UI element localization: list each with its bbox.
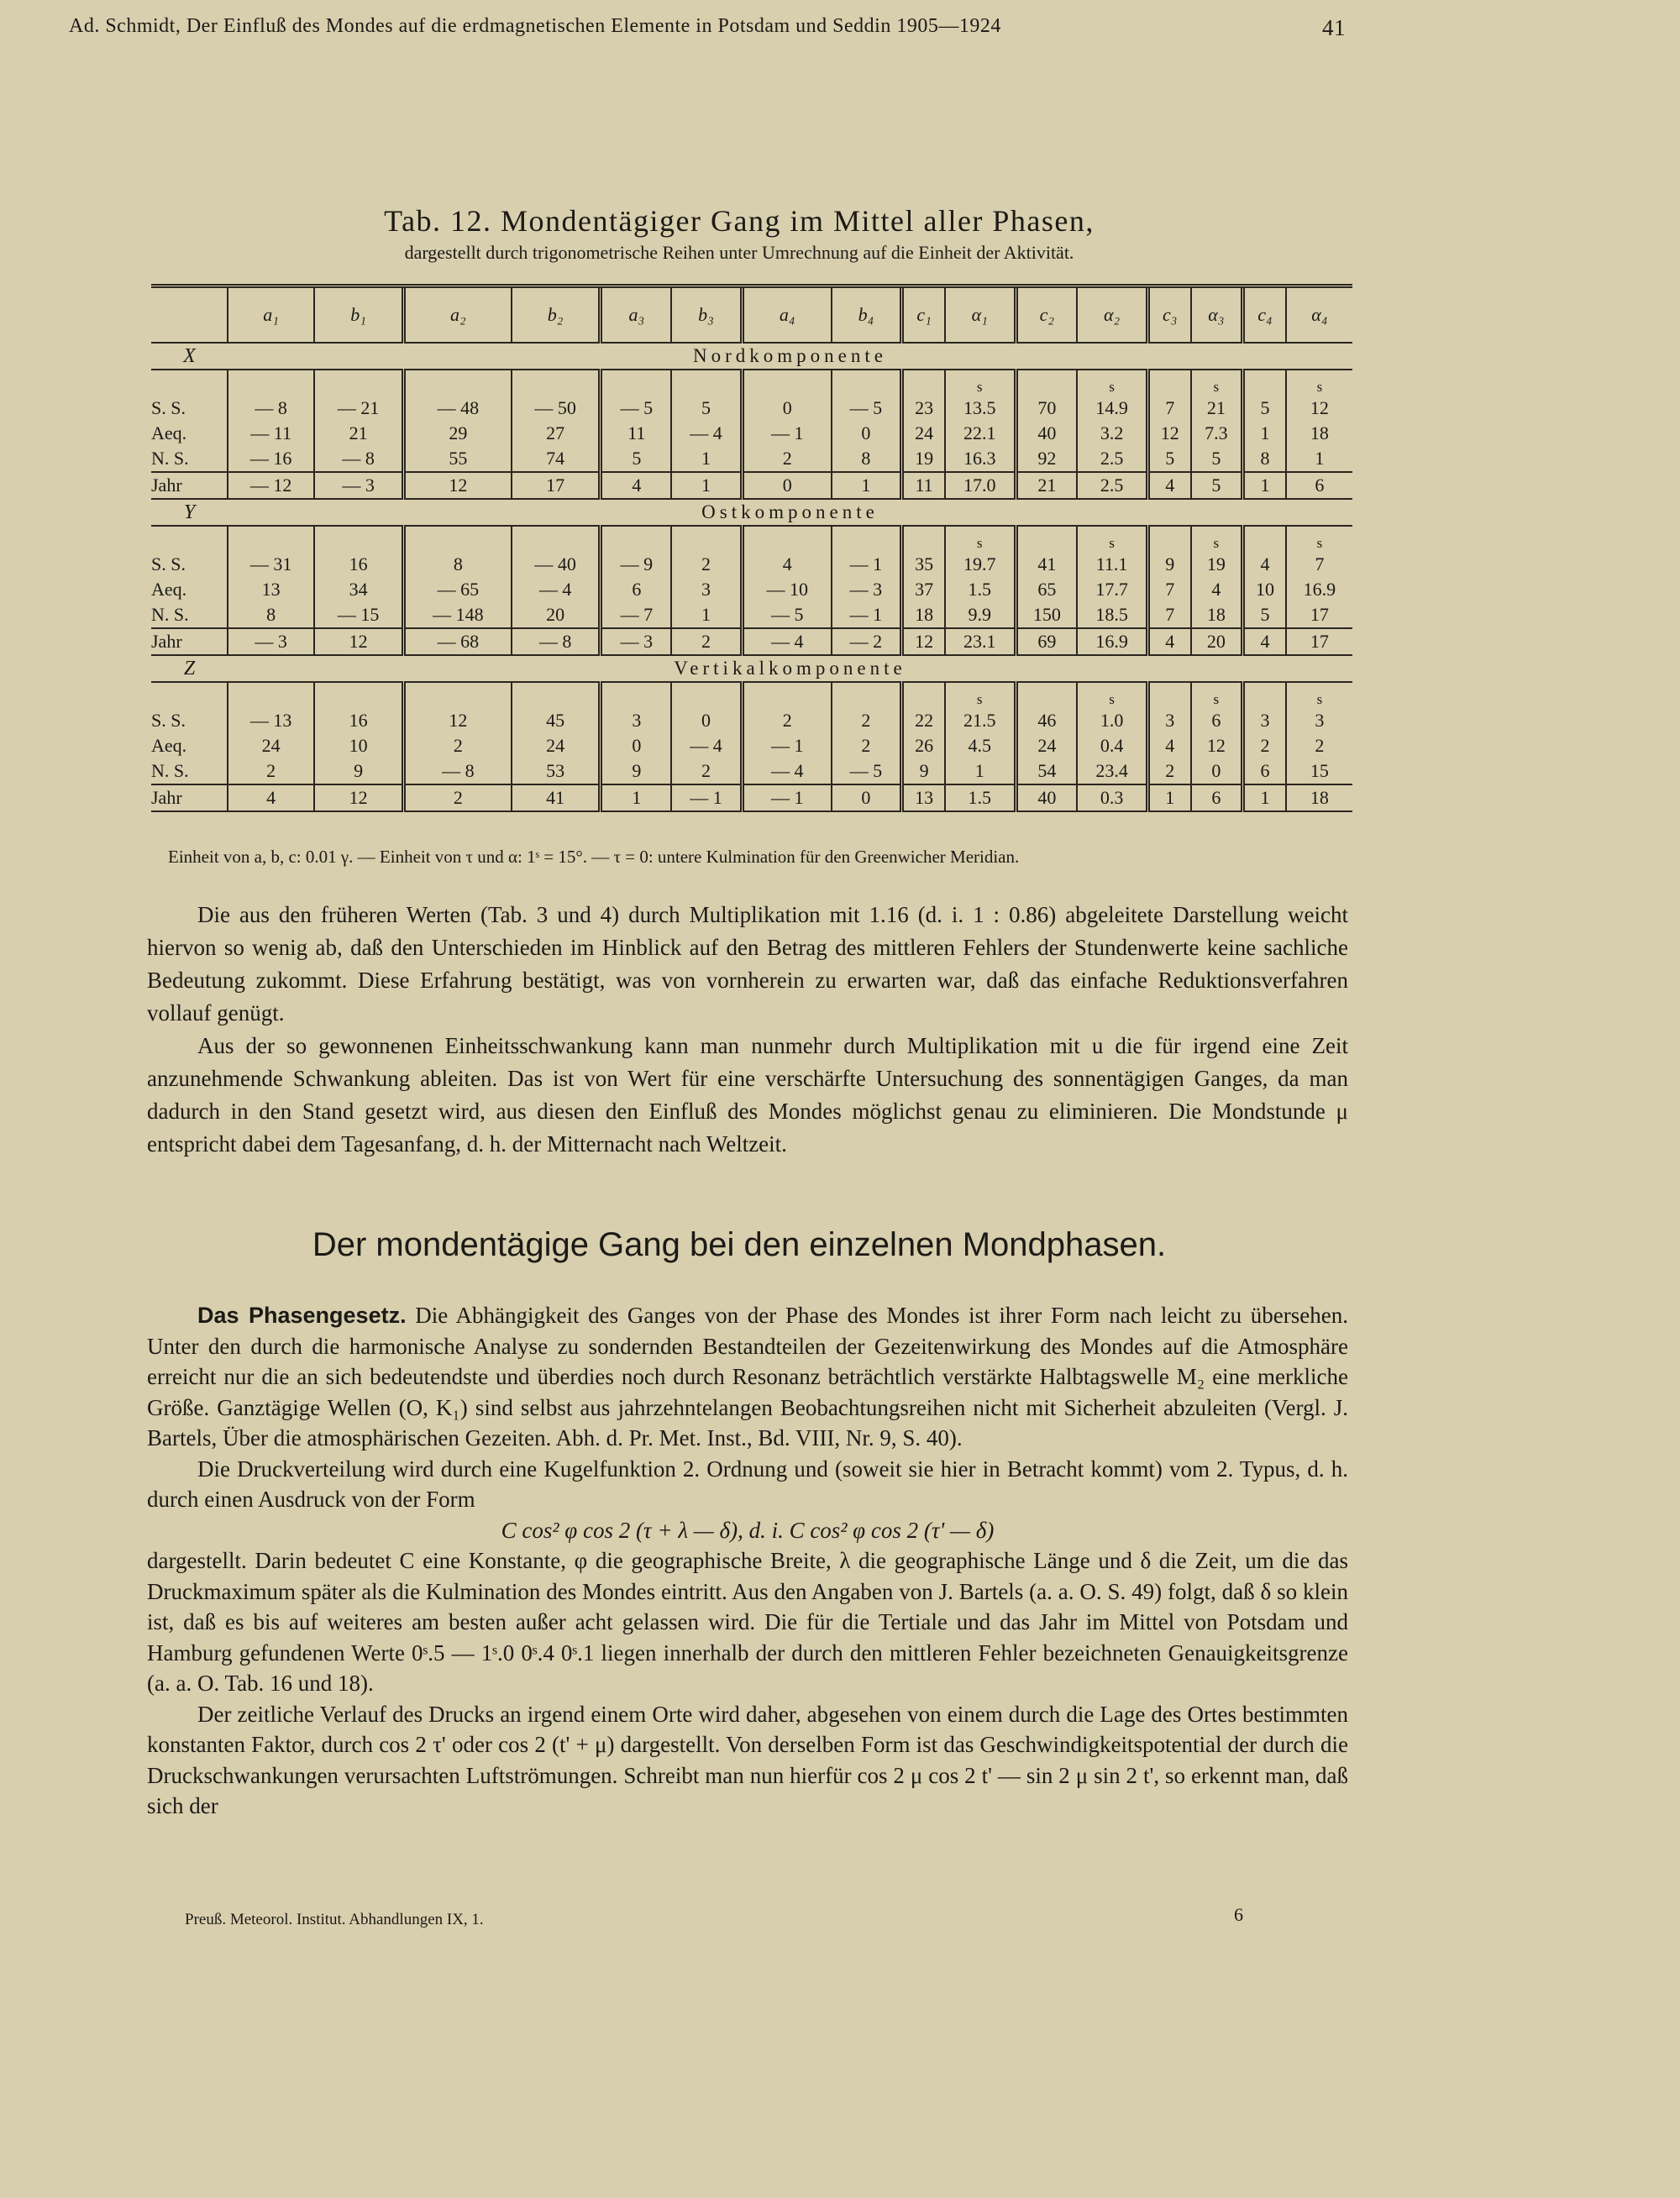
- table-cell: 0: [742, 396, 831, 421]
- paragraph: Aus der so gewonnenen Einheitsschwankung kann man nunmehr durch Multiplikation mit u die für irgend eine Zeit anzunehmende Schwankung ableiten. Das ist von Wert für eine verschärfte Untersuchung des sonnentägigen Ganges, da man dadurch in den Stand gesetzt wird, aus diesen den Einfluß des Mondes möglichst genau zu eliminieren. Die Mondstunde μ entspricht dabei dem Tagesanfang, d. h. der Mitternacht nach Weltzeit.: [147, 1033, 1348, 1157]
- unit-label: s: [1286, 526, 1352, 552]
- table-cell: — 1: [742, 784, 831, 811]
- table-row: [151, 733, 1352, 758]
- table-cell: 0: [601, 733, 671, 758]
- table-footnote: Einheit von a, b, c: 0.01 γ. — Einheit von τ und α: 1ˢ = 15°. — τ = 0: untere Kulmination für den Greenwicher Meridian.: [168, 847, 1020, 867]
- table-cell: 3: [671, 577, 742, 602]
- table-row: [151, 708, 1352, 733]
- unit-label: s: [1191, 526, 1243, 552]
- table-cell: 29: [403, 421, 511, 446]
- unit-label: s: [1191, 682, 1243, 708]
- table-cell: 12: [1286, 396, 1352, 421]
- table-cell: — 48: [403, 396, 511, 421]
- table-cell: — 16: [228, 446, 314, 472]
- running-header: [69, 15, 1346, 38]
- table-cell: 27: [512, 421, 601, 446]
- table-cell: 1: [1243, 472, 1286, 499]
- table-cell: 7: [1147, 577, 1190, 602]
- table-cell: 2.5: [1077, 472, 1147, 499]
- table-cell: 0: [671, 708, 742, 733]
- table-cell: 1: [945, 758, 1016, 784]
- table-cell: — 4: [742, 758, 831, 784]
- table-cell: 7.3: [1191, 421, 1243, 446]
- table-cell: 21: [314, 421, 403, 446]
- table-cell: 41: [512, 784, 601, 811]
- table-cell: 14.9: [1077, 396, 1147, 421]
- table-title: Tab. 12. Mondentägiger Gang im Mittel aller Phasen,: [384, 204, 1095, 238]
- table-cell: 1: [1243, 784, 1286, 811]
- table-cell: 1: [671, 446, 742, 472]
- data-table: [151, 284, 1352, 816]
- row-label: Jahr: [151, 472, 228, 499]
- footer-publication: Preuß. Meteorol. Institut. Abhandlungen IX, 1.: [185, 1911, 484, 1928]
- table-cell: 1: [671, 472, 742, 499]
- table-cell: 2: [832, 708, 902, 733]
- table-row: [151, 421, 1352, 446]
- table-cell: 9: [1147, 552, 1190, 577]
- table-cell: 5: [671, 396, 742, 421]
- table-row: [151, 552, 1352, 577]
- table-cell: 6: [601, 577, 671, 602]
- column-header: b₂: [512, 286, 601, 344]
- table-cell: 22: [902, 708, 945, 733]
- table-cell: 24: [1016, 733, 1077, 758]
- table-cell: 7: [1147, 396, 1190, 421]
- table-subtitle: dargestellt durch trigonometrische Reihen unter Umrechnung auf die Einheit der Aktivität.: [404, 242, 1074, 263]
- table-cell: 11: [601, 421, 671, 446]
- table-cell: 18: [1286, 784, 1352, 811]
- table-cell: 6: [1286, 472, 1352, 499]
- table-cell: 18.5: [1077, 602, 1147, 628]
- table-cell: 3: [1286, 708, 1352, 733]
- table-cell: 40: [1016, 421, 1077, 446]
- table-cell: 15: [1286, 758, 1352, 784]
- table-cell: — 31: [228, 552, 314, 577]
- table-cell: 20: [1191, 628, 1243, 655]
- column-header: b₄: [832, 286, 902, 344]
- table-cell: 12: [1147, 421, 1190, 446]
- table-cell: 4: [1147, 628, 1190, 655]
- table-cell: — 68: [403, 628, 511, 655]
- table-cell: 19.7: [945, 552, 1016, 577]
- table-row: [151, 472, 1352, 499]
- section-title: Ostkomponente: [228, 499, 1352, 526]
- column-header: b₃: [671, 286, 742, 344]
- page-number: 41: [1322, 15, 1346, 40]
- table-cell: 6: [1191, 784, 1243, 811]
- table-cell: 22.1: [945, 421, 1016, 446]
- table-cell: 1: [1147, 784, 1190, 811]
- table-cell: 4: [1147, 472, 1190, 499]
- section-title: Nordkomponente: [228, 343, 1352, 370]
- table-cell: — 5: [832, 396, 902, 421]
- table-cell: 5: [1191, 446, 1243, 472]
- unit-label: s: [945, 526, 1016, 552]
- column-header: α₃: [1191, 286, 1243, 344]
- table-cell: 2: [832, 733, 902, 758]
- table-cell: 4: [742, 552, 831, 577]
- row-label: Aeq.: [151, 579, 187, 600]
- table-cell: 8: [832, 446, 902, 472]
- table-cell: 0: [1191, 758, 1243, 784]
- table-cell: — 4: [512, 577, 601, 602]
- table-cell: — 11: [228, 421, 314, 446]
- table-cell: 2: [742, 446, 831, 472]
- table-cell: 55: [403, 446, 511, 472]
- table-cell: 23.1: [945, 628, 1016, 655]
- table-cell: — 21: [314, 396, 403, 421]
- table-cell: 3.2: [1077, 421, 1147, 446]
- table-cell: 12: [1191, 733, 1243, 758]
- table-cell: — 1: [832, 552, 902, 577]
- table-cell: 4: [228, 784, 314, 811]
- table-cell: 54: [1016, 758, 1077, 784]
- column-header: α₄: [1286, 286, 1352, 344]
- table-cell: 12: [314, 628, 403, 655]
- table-cell: 4: [1191, 577, 1243, 602]
- table-cell: 1: [832, 472, 902, 499]
- paragraph: dargestellt. Darin bedeutet C eine Konstante, φ die geographische Breite, λ die geographische Länge und δ die Zeit, um die das Druckmaximum später als die Kulmination des Mondes eintritt. Aus den Angaben von J. Bartels (a. a. O. S. 49) folgt, daß δ so klein ist, daß es bis auf weiteres am besten außer acht gelassen wird. Die für die Tertiale und das Jahr im Mittel von Potsdam und Hamburg gefundenen Werte 0ˢ.5 — 1ˢ.0 0ˢ.4 0ˢ.1 liegen innerhalb der durch den mittleren Fehler bezeichneten Genauigkeitsgrenze (a. a. O. Tab. 16 und 18).: [147, 1548, 1348, 1696]
- table-cell: 17: [1286, 602, 1352, 628]
- table-cell: — 50: [512, 396, 601, 421]
- table-cell: 2: [671, 628, 742, 655]
- table-cell: 8: [403, 552, 511, 577]
- table-cell: — 8: [512, 628, 601, 655]
- table-cell: 2: [671, 552, 742, 577]
- table-cell: 8: [1243, 446, 1286, 472]
- table-cell: 2: [228, 758, 314, 784]
- body-text-upper: [147, 899, 1348, 1161]
- table-cell: 4: [1243, 628, 1286, 655]
- table-cell: 0.4: [1077, 733, 1147, 758]
- table-cell: — 8: [314, 446, 403, 472]
- table-cell: 150: [1016, 602, 1077, 628]
- table-cell: — 5: [832, 758, 902, 784]
- table-cell: 45: [512, 708, 601, 733]
- table-cell: 0: [832, 784, 902, 811]
- table-cell: 0: [742, 472, 831, 499]
- column-header: α₂: [1077, 286, 1147, 344]
- table-cell: 9: [314, 758, 403, 784]
- table-cell: 1.0: [1077, 708, 1147, 733]
- table-cell: — 3: [228, 628, 314, 655]
- section-variable: Z: [151, 655, 228, 682]
- table-cell: 35: [902, 552, 945, 577]
- unit-label: s: [1191, 370, 1243, 396]
- table-cell: 16.9: [1077, 628, 1147, 655]
- body-text-lower: [147, 1300, 1348, 1822]
- table-cell: 16: [314, 552, 403, 577]
- column-header: c₃: [1147, 286, 1190, 344]
- table-cell: — 40: [512, 552, 601, 577]
- table-cell: 13: [902, 784, 945, 811]
- table-cell: 5: [601, 446, 671, 472]
- column-header: a₁: [228, 286, 314, 344]
- table-cell: 23.4: [1077, 758, 1147, 784]
- table-cell: 18: [1191, 602, 1243, 628]
- table-cell: 17: [512, 472, 601, 499]
- table-cell: 12: [403, 472, 511, 499]
- table-cell: 16.3: [945, 446, 1016, 472]
- table-row: [151, 396, 1352, 421]
- table-cell: 9.9: [945, 602, 1016, 628]
- table-cell: 92: [1016, 446, 1077, 472]
- row-label: Aeq.: [151, 735, 187, 756]
- table-cell: 20: [512, 602, 601, 628]
- table-cell: — 9: [601, 552, 671, 577]
- table-cell: 5: [1147, 446, 1190, 472]
- table-cell: 7: [1147, 602, 1190, 628]
- table-row: [151, 602, 1352, 628]
- table-cell: 9: [902, 758, 945, 784]
- paragraph-lead: Das Phasengesetz.: [197, 1303, 407, 1328]
- footer-sheet-number: 6: [1234, 1904, 1243, 1925]
- row-label: Jahr: [151, 784, 228, 811]
- column-header: c₂: [1016, 286, 1077, 344]
- table-cell: — 15: [314, 602, 403, 628]
- table-cell: 17: [1286, 628, 1352, 655]
- table-cell: 6: [1243, 758, 1286, 784]
- table-cell: — 7: [601, 602, 671, 628]
- table-cell: 5: [1191, 472, 1243, 499]
- table-cell: 24: [228, 733, 314, 758]
- table-cell: 4.5: [945, 733, 1016, 758]
- table-cell: 10: [1243, 577, 1286, 602]
- table-cell: 3: [1147, 708, 1190, 733]
- table-cell: 70: [1016, 396, 1077, 421]
- table-cell: 69: [1016, 628, 1077, 655]
- table-cell: 2: [403, 784, 511, 811]
- row-label: Jahr: [151, 628, 228, 655]
- table-cell: 0.3: [1077, 784, 1147, 811]
- table-cell: 1: [671, 602, 742, 628]
- table-cell: — 4: [742, 628, 831, 655]
- column-header: c₄: [1243, 286, 1286, 344]
- table-cell: 19: [902, 446, 945, 472]
- column-header: a₂: [403, 286, 511, 344]
- table-cell: 13.5: [945, 396, 1016, 421]
- table-cell: — 8: [228, 396, 314, 421]
- paragraph-text: Die Abhängigkeit des Ganges von der Phase des Mondes ist ihrer Form nach leicht zu übersehen. Unter den durch die harmonische Analyse zu sondernden Bestandteilen der Gezeitenwirkung des Mondes auf die Atmosphäre erreicht nur die an sich bedeutendste und überdies noch durch Resonanz beträchtlich verstärkte Halbtagswelle M₂ eine merkliche Größe. Ganztägige Wellen (O, K₁) sind selbst aus jahrzehntelangen Beobachtungsreihen nicht mit Sicherheit abzuleiten (Vergl. J. Bartels, Über die atmosphärischen Gezeiten. Abh. d. Pr. Met. Inst., Bd. VIII, Nr. 9, S. 40).: [147, 1303, 1349, 1450]
- table-cell: — 10: [742, 577, 831, 602]
- table-cell: 2: [1286, 733, 1352, 758]
- row-label: N. S.: [151, 604, 189, 625]
- table-cell: 12: [403, 708, 511, 733]
- table-cell: 21: [1191, 396, 1243, 421]
- paragraph: Der zeitliche Verlauf des Drucks an irgend einem Orte wird daher, abgesehen von einem durch die Lage des Ortes bestimmten konstanten Faktor, durch cos 2 τ' oder cos 2 (t' + μ) dargestellt. Von derselben Form ist das Geschwindigkeitspotential der durch die Druckschwankungen verursachten Luftströmungen. Schreibt man nun hierfür cos 2 μ cos 2 t' — sin 2 μ sin 2 t', so erkennt man, daß sich der: [147, 1701, 1348, 1818]
- table-cell: 74: [512, 446, 601, 472]
- section-variable: X: [151, 343, 228, 370]
- table-cell: — 8: [403, 758, 511, 784]
- table-cell: 1: [1286, 446, 1352, 472]
- row-label: S. S.: [151, 553, 186, 574]
- table-row: [151, 628, 1352, 655]
- table-title-block: [126, 203, 1352, 264]
- unit-label: s: [1077, 526, 1147, 552]
- table-cell: 41: [1016, 552, 1077, 577]
- table-cell: — 12: [228, 472, 314, 499]
- table-cell: 2: [671, 758, 742, 784]
- table-cell: — 1: [742, 733, 831, 758]
- table-cell: 7: [1286, 552, 1352, 577]
- table-cell: 1.5: [945, 577, 1016, 602]
- table-cell: 9: [601, 758, 671, 784]
- column-header: b₁: [314, 286, 403, 344]
- table-cell: 3: [601, 708, 671, 733]
- column-header: a₃: [601, 286, 671, 344]
- table-cell: 5: [1243, 602, 1286, 628]
- table-cell: 1: [1243, 421, 1286, 446]
- unit-label: s: [1077, 682, 1147, 708]
- table-cell: 40: [1016, 784, 1077, 811]
- row-label: S. S.: [151, 710, 186, 731]
- table-cell: 4: [1147, 733, 1190, 758]
- table-cell: 16.9: [1286, 577, 1352, 602]
- table-row: [151, 784, 1352, 811]
- table-cell: 10: [314, 733, 403, 758]
- table-cell: — 13: [228, 708, 314, 733]
- table-row: [151, 577, 1352, 602]
- column-header: c₁: [902, 286, 945, 344]
- table-cell: 19: [1191, 552, 1243, 577]
- unit-label: s: [1077, 370, 1147, 396]
- table-cell: 2.5: [1077, 446, 1147, 472]
- column-header: α₁: [945, 286, 1016, 344]
- table-cell: 0: [832, 421, 902, 446]
- table-cell: — 3: [314, 472, 403, 499]
- table-cell: 17.7: [1077, 577, 1147, 602]
- table-cell: 18: [902, 602, 945, 628]
- section-title: Vertikalkomponente: [228, 655, 1352, 682]
- running-title: Ad. Schmidt, Der Einfluß des Mondes auf die erdmagnetischen Elemente in Potsdam und Seddin 1905—1924: [69, 15, 1001, 37]
- table-cell: 2: [1147, 758, 1190, 784]
- table-cell: 3: [1243, 708, 1286, 733]
- row-label: N. S.: [151, 760, 189, 781]
- table-cell: 17.0: [945, 472, 1016, 499]
- table-cell: 37: [902, 577, 945, 602]
- table-cell: 2: [1243, 733, 1286, 758]
- table-cell: — 1: [742, 421, 831, 446]
- table-cell: — 4: [671, 733, 742, 758]
- table-cell: — 2: [832, 628, 902, 655]
- formula: C cos² φ cos 2 (τ + λ — δ), d. i. C cos² φ cos 2 (τ' — δ): [501, 1517, 995, 1543]
- row-label: S. S.: [151, 397, 186, 418]
- table-cell: 18: [1286, 421, 1352, 446]
- table-cell: 1: [601, 784, 671, 811]
- row-label: N. S.: [151, 448, 189, 469]
- unit-label: s: [1286, 682, 1352, 708]
- table-cell: 4: [1243, 552, 1286, 577]
- table-cell: 21.5: [945, 708, 1016, 733]
- paragraph: Die Druckverteilung wird durch eine Kugelfunktion 2. Ordnung und (soweit sie hier in Betracht kommt) vom 2. Typus, d. h. durch einen Ausdruck von der Form: [147, 1456, 1348, 1512]
- unit-label: s: [945, 370, 1016, 396]
- section-variable: Y: [151, 499, 228, 526]
- table-cell: 13: [228, 577, 314, 602]
- table-cell: — 4: [671, 421, 742, 446]
- page-footer: [185, 1904, 1277, 1929]
- table-cell: — 1: [832, 602, 902, 628]
- table-cell: 11.1: [1077, 552, 1147, 577]
- table-cell: — 1: [671, 784, 742, 811]
- section-heading: Der mondentägige Gang bei den einzelnen Mondphasen.: [312, 1226, 1167, 1263]
- table-cell: 8: [228, 602, 314, 628]
- table-cell: — 5: [742, 602, 831, 628]
- table-cell: 4: [601, 472, 671, 499]
- table-row: [151, 758, 1352, 784]
- table-cell: — 5: [601, 396, 671, 421]
- table-cell: 24: [902, 421, 945, 446]
- table-cell: 2: [403, 733, 511, 758]
- table-cell: 46: [1016, 708, 1077, 733]
- table-cell: 5: [1243, 396, 1286, 421]
- unit-label: s: [945, 682, 1016, 708]
- row-label: Aeq.: [151, 422, 187, 443]
- table-cell: — 3: [601, 628, 671, 655]
- table-cell: 6: [1191, 708, 1243, 733]
- table-cell: 12: [902, 628, 945, 655]
- table-cell: 21: [1016, 472, 1077, 499]
- table-cell: 2: [742, 708, 831, 733]
- unit-label: s: [1286, 370, 1352, 396]
- table-cell: 34: [314, 577, 403, 602]
- table-cell: — 65: [403, 577, 511, 602]
- table-cell: 12: [314, 784, 403, 811]
- corner-cell: [151, 286, 228, 344]
- table-cell: 26: [902, 733, 945, 758]
- table-row: [151, 446, 1352, 472]
- table-cell: 24: [512, 733, 601, 758]
- table-cell: 53: [512, 758, 601, 784]
- table-cell: 23: [902, 396, 945, 421]
- table-cell: 16: [314, 708, 403, 733]
- table-cell: 1.5: [945, 784, 1016, 811]
- column-header: a₄: [742, 286, 831, 344]
- table-cell: — 3: [832, 577, 902, 602]
- table-cell: 65: [1016, 577, 1077, 602]
- paragraph: Die aus den früheren Werten (Tab. 3 und 4) durch Multiplikation mit 1.16 (d. i. 1 : 0.86) abgeleitete Darstellung weicht hiervon so wenig ab, daß den Unterschieden im Hinblick auf den Betrag des mittleren Fehlers der Stundenwerte keine sachliche Bedeutung zukommt. Diese Erfahrung bestätigt, was von vornherein zu erwarten war, daß das einfache Reduktionsverfahren vollauf genügt.: [147, 902, 1348, 1026]
- table-cell: 11: [902, 472, 945, 499]
- paragraph: [147, 1300, 1348, 1454]
- table-cell: — 148: [403, 602, 511, 628]
